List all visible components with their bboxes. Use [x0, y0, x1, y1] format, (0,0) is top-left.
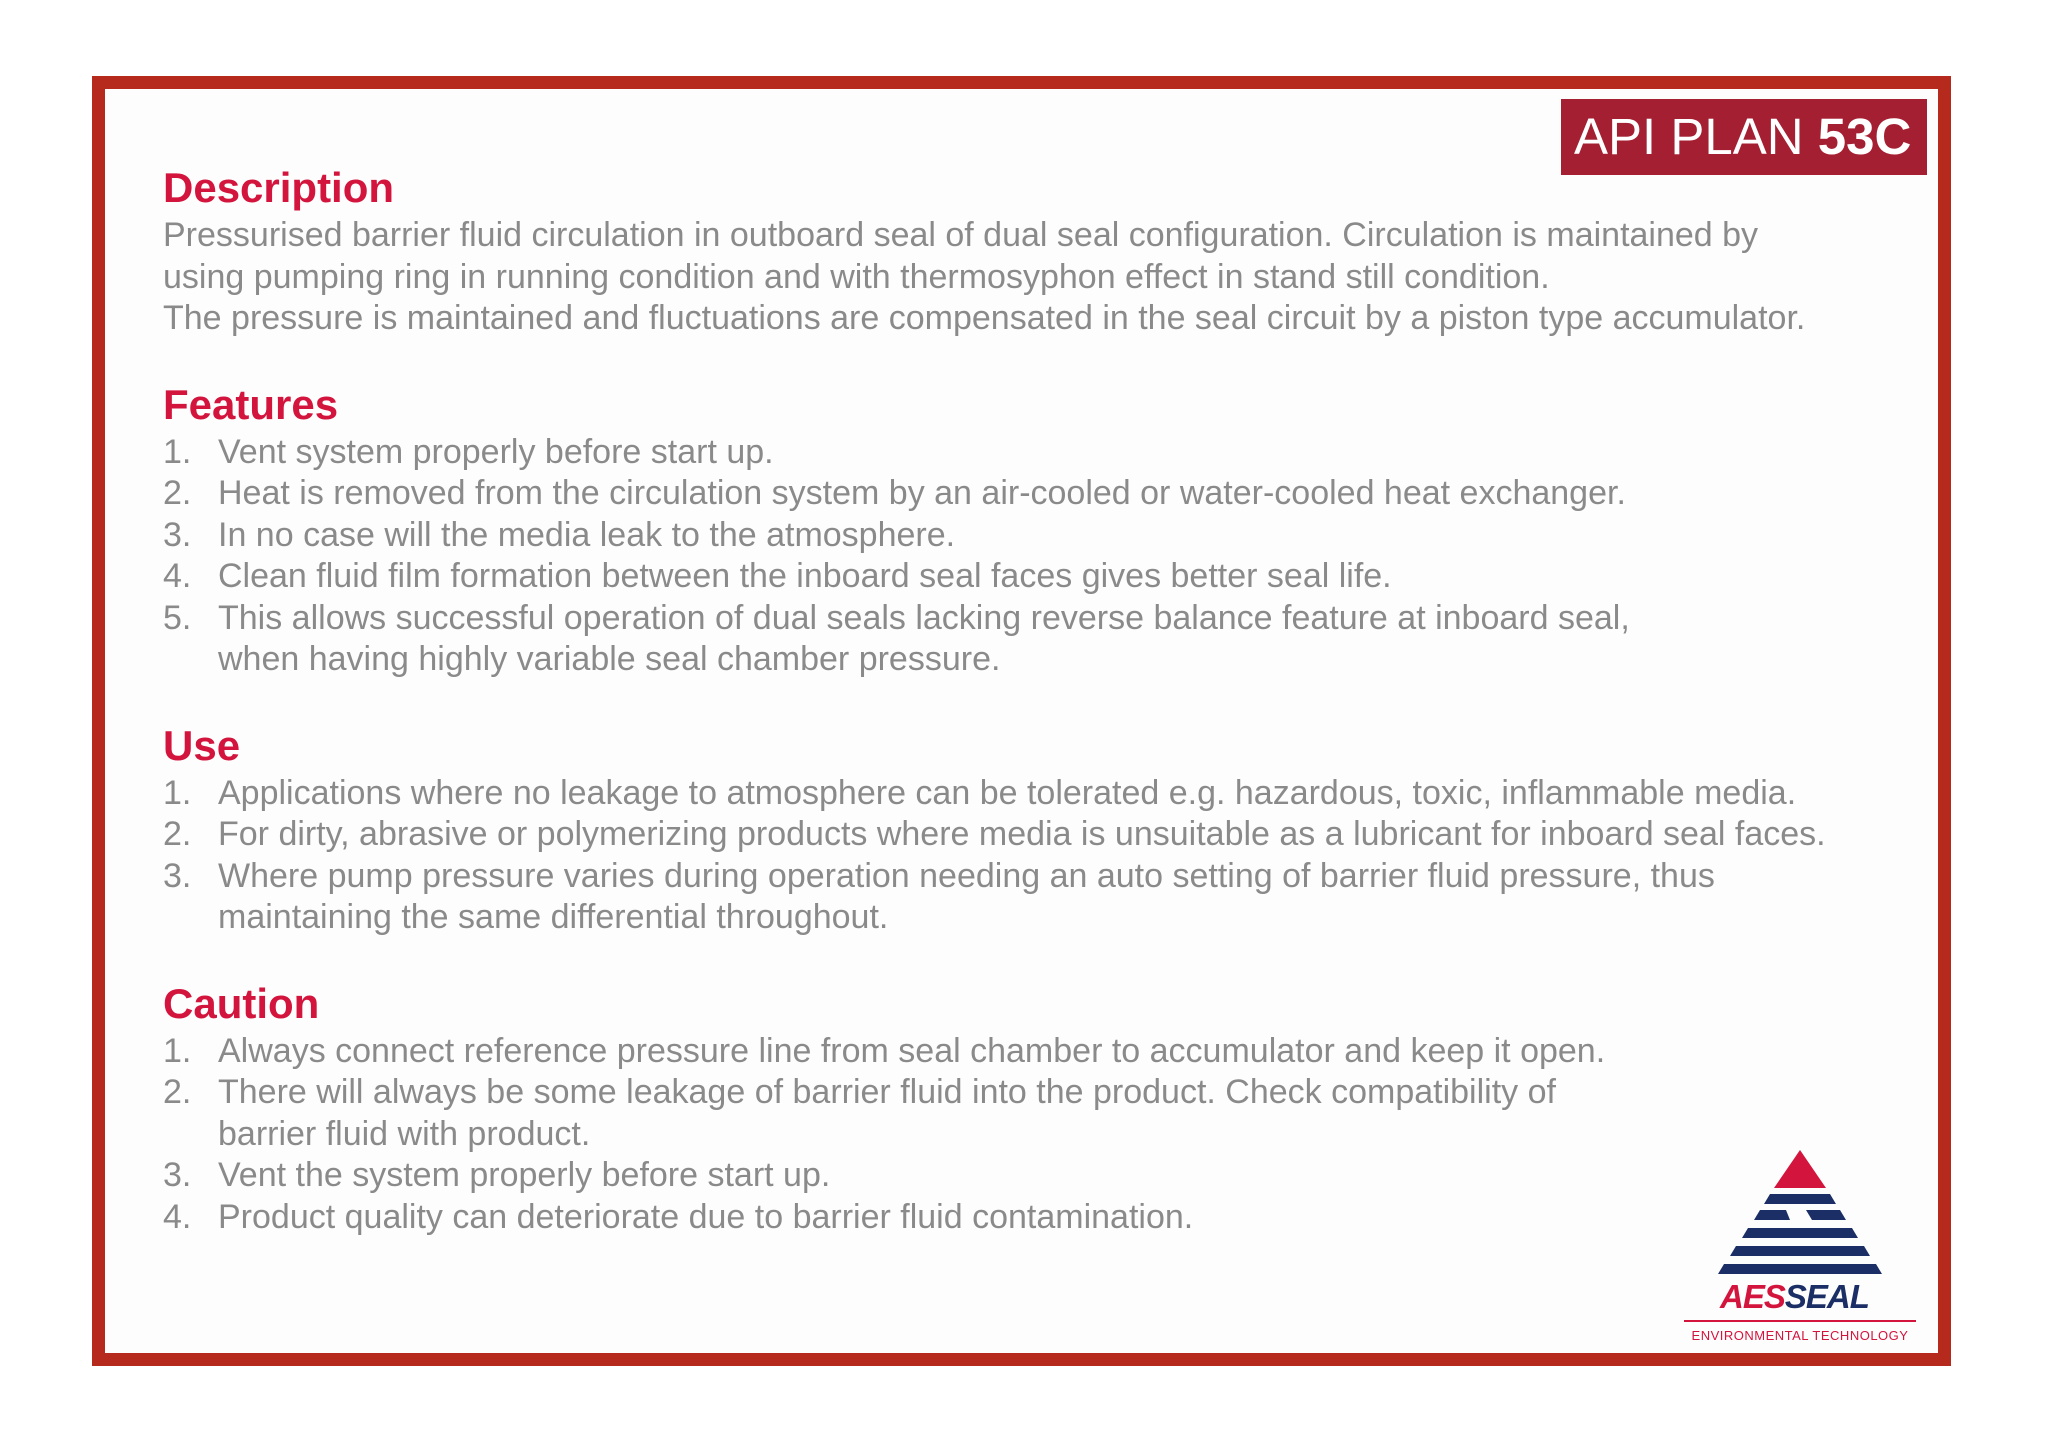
- list-item: [163, 432, 1943, 474]
- item-text: barrier fluid with product.: [218, 1114, 591, 1153]
- use-heading: Use: [163, 721, 241, 769]
- item-text: when having highly variable seal chamber pressure.: [218, 640, 1001, 678]
- description-line: using pumping ring in running condition and with thermosyphon effect in stand still condition.: [163, 257, 1550, 296]
- list-item: [163, 814, 1943, 856]
- item-number: 4.: [163, 1197, 192, 1236]
- item-number: 2.: [163, 474, 192, 512]
- item-number: 1.: [163, 432, 192, 471]
- description-line: Pressurised barrier fluid circulation in outboard seal of dual seal configuration. Circulation is maintained by: [163, 216, 1759, 254]
- item-text: Vent the system properly before start up.: [218, 1156, 831, 1194]
- plan-tag-code: 53C: [1817, 108, 1912, 165]
- item-number: 2.: [163, 1073, 192, 1111]
- item-number: 5.: [163, 598, 192, 637]
- item-number: 3.: [163, 856, 192, 895]
- list-item: [163, 1031, 1943, 1073]
- description-line: The pressure is maintained and fluctuations are compensated in the seal circuit by a piston type accumulator.: [163, 299, 1806, 337]
- logo-word-seal: SEAL: [1784, 1278, 1869, 1315]
- caution-heading: Caution: [163, 979, 320, 1027]
- item-text: Heat is removed from the circulation system by an air-cooled or water-cooled heat exchanger.: [218, 474, 1626, 512]
- logo-tagline: ENVIRONMENTAL TECHNOLOGY: [1691, 1328, 1909, 1343]
- features-section: [163, 380, 1943, 681]
- item-number: 4.: [163, 557, 192, 595]
- item-number: 3.: [163, 1156, 192, 1194]
- list-item: [163, 473, 1943, 515]
- item-number: 1.: [163, 1031, 192, 1070]
- logo-triangle-icon: [1676, 1148, 1924, 1278]
- item-text: maintaining the same differential throughout.: [218, 898, 889, 936]
- item-number: 2.: [163, 815, 192, 853]
- list-item: [163, 773, 1943, 815]
- logo-wordmark: [1720, 1278, 1869, 1316]
- list-item: [163, 515, 1943, 557]
- item-number: 1.: [163, 773, 192, 812]
- item-text: Always connect reference pressure line from seal chamber to accumulator and keep it open.: [218, 1031, 1606, 1070]
- use-list: [163, 773, 1943, 939]
- item-text: Where pump pressure varies during operation needing an auto setting of barrier fluid pressure, thus: [218, 856, 1715, 895]
- list-item: [163, 1072, 1943, 1155]
- item-text: Applications where no leakage to atmosphere can be tolerated e.g. hazardous, toxic, inflammable media.: [218, 773, 1797, 812]
- list-item: [163, 856, 1943, 939]
- content: [163, 163, 1943, 1278]
- features-heading: Features: [163, 380, 339, 428]
- aesseal-logo: [1676, 1148, 1924, 1348]
- list-item: [163, 556, 1943, 598]
- logo-divider: [1684, 1320, 1916, 1322]
- item-text: This allows successful operation of dual seals lacking reverse balance feature at inboard seal,: [218, 598, 1630, 637]
- item-text: For dirty, abrasive or polymerizing products where media is unsuitable as a lubricant for inboard seal faces.: [218, 815, 1826, 853]
- item-number: 3.: [163, 515, 192, 554]
- item-text: Vent system properly before start up.: [218, 432, 774, 471]
- features-list: [163, 432, 1943, 681]
- list-item: [163, 598, 1943, 681]
- item-text: Clean fluid film formation between the inboard seal faces gives better seal life.: [218, 557, 1392, 595]
- logo-word-aes: AES: [1720, 1278, 1785, 1315]
- item-text: There will always be some leakage of barrier fluid into the product. Check compatibility of: [218, 1073, 1556, 1111]
- use-section: [163, 721, 1943, 939]
- item-text: Product quality can deteriorate due to barrier fluid contamination.: [218, 1197, 1194, 1236]
- description-heading: Description: [163, 164, 395, 211]
- description-section: [163, 163, 1943, 340]
- plan-tag-prefix: API PLAN: [1574, 108, 1804, 165]
- item-text: In no case will the media leak to the atmosphere.: [218, 515, 956, 554]
